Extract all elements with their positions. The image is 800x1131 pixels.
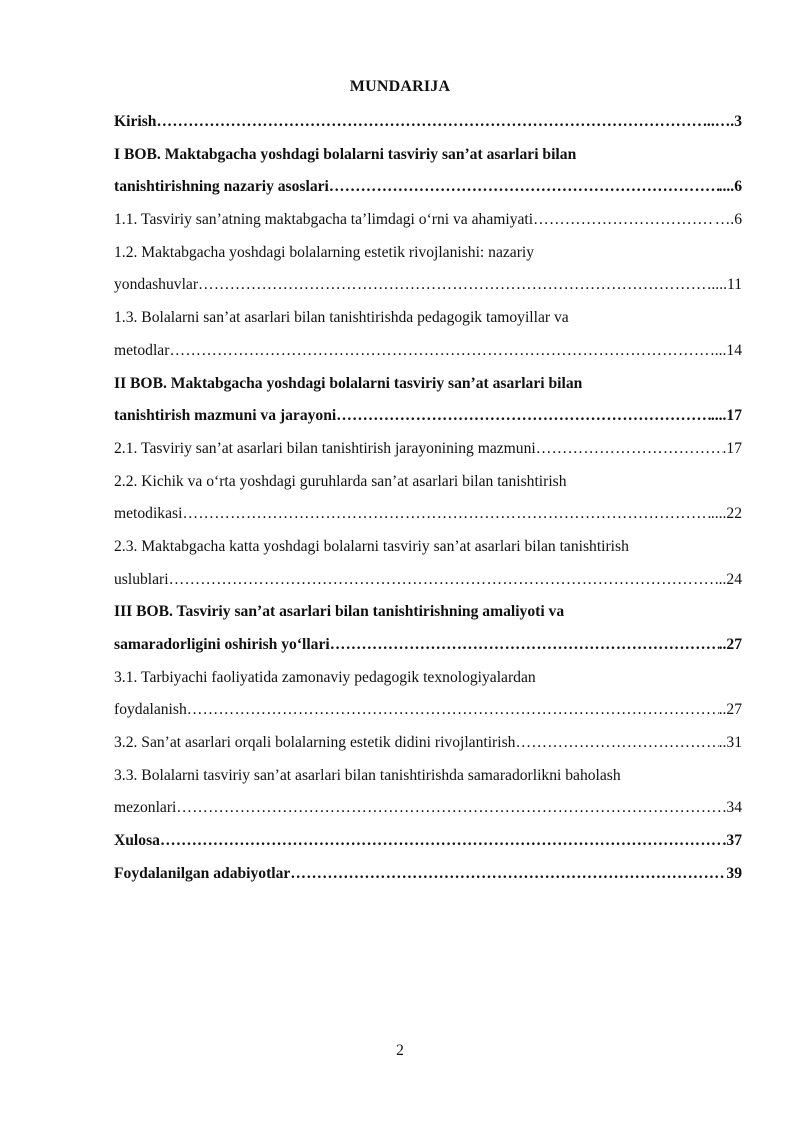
- dot-leader: [329, 171, 719, 204]
- dot-leader: [156, 106, 703, 139]
- toc-entry-text: tanishtirish mazmuni va jarayoni: [114, 407, 337, 425]
- toc-entry-bob3: [114, 629, 742, 662]
- toc-page-number: ...24: [714, 570, 742, 588]
- dot-leader: [533, 204, 715, 237]
- toc-entry-text: 3.2. San’at asarlari orqali bolalarning estetik didini rivojlantirish: [114, 734, 516, 752]
- toc-entry-text: Kirish: [114, 113, 157, 130]
- page-number: 2: [396, 1042, 404, 1059]
- toc-entry-text: tanishtirishning nazariy asoslari: [114, 178, 329, 196]
- toc-entry-adabiyotlar: [114, 858, 742, 891]
- toc-entry-text: foydalanish: [114, 701, 187, 719]
- toc-entry-3-3: [114, 792, 742, 825]
- toc-entry-1-2-line1: 1.2. Maktabgacha yoshdagi bolalarning estetik rivojlanishi: nazariy: [114, 243, 535, 261]
- dot-leader: [198, 269, 711, 302]
- toc-entry-text: Xulosa: [114, 832, 160, 850]
- toc-page-number: ....11: [711, 276, 742, 294]
- toc-entry-2-2-line1: 2.2. Kichik va o‘rta yoshdagi guruhlarda san’at asarlari bilan tanishtirish: [114, 472, 567, 490]
- dot-leader: [290, 858, 726, 891]
- toc-page-number: ..27: [718, 636, 742, 653]
- dot-leader: [182, 498, 710, 531]
- toc-entry-bob1: [114, 171, 742, 204]
- toc-entry-bob2: [114, 400, 742, 433]
- toc-page-number: ...14: [714, 341, 742, 359]
- toc-entry-3-1: [114, 694, 742, 727]
- toc-entry-bob2-line1: II BOB. Maktabgacha yoshdagi bolalarni tasviriy san’at asarlari bilan: [114, 374, 583, 392]
- dot-leader: [169, 564, 715, 597]
- toc-entry-text: metodlar: [114, 341, 170, 359]
- toc-entry-1-1: [114, 204, 742, 237]
- toc-entry-text: yondashuvlar: [114, 276, 199, 294]
- toc-page-number: ..31: [718, 734, 742, 752]
- toc-entry-text: 2.1. Tasviriy san’at asarlari bilan tanishtirish jarayonining mazmuni: [114, 439, 536, 457]
- toc-page-number: .34: [722, 799, 742, 817]
- toc-page-number: .37: [722, 832, 742, 850]
- toc-entry-3-2: [114, 727, 742, 760]
- table-of-contents: [114, 106, 742, 891]
- toc-page-number: ...….3: [703, 113, 742, 130]
- toc-entry-kirish: [114, 106, 742, 139]
- toc-page-number: .17: [722, 439, 742, 457]
- toc-entry-1-3-line1: 1.3. Bolalarni san’at asarlari bilan tanishtirishda pedagogik tamoyillar va: [114, 309, 569, 327]
- toc-page-number: ....17: [710, 407, 742, 425]
- toc-page-number: ….6: [714, 211, 742, 229]
- toc-page-number: ....22: [710, 505, 742, 523]
- toc-title: MUNDARIJA: [349, 78, 451, 95]
- toc-page-number: ..27: [718, 701, 742, 719]
- dot-leader: [515, 727, 718, 760]
- toc-entry-text: mezonlari: [114, 799, 177, 817]
- toc-entry-3-1-line1: 3.1. Tarbiyachi faoliyatida zamonaviy pedagogik texnologiyalardan: [114, 668, 536, 686]
- toc-entry-text: 1.1. Tasviriy san’atning maktabgacha ta’limdagi o‘rni va ahamiyati: [114, 211, 534, 229]
- toc-entry-text: samaradorligini oshirish yo‘llari: [114, 636, 330, 653]
- dot-leader: [169, 335, 714, 368]
- toc-entry-1-3: [114, 335, 742, 368]
- toc-entry-text: Foydalanilgan adabiyotlar: [114, 864, 291, 882]
- dot-leader: [160, 825, 723, 858]
- toc-entry-text: uslublari: [114, 570, 169, 588]
- dot-leader: [187, 694, 719, 727]
- toc-page-number: 39: [726, 864, 742, 882]
- toc-entry-text: metodikasi: [114, 505, 183, 523]
- dot-leader: [536, 433, 723, 466]
- toc-entry-1-2: [114, 269, 742, 302]
- toc-entry-xulosa: [114, 825, 742, 858]
- toc-entry-2-3: [114, 564, 742, 597]
- toc-entry-2-3-line1: 2.3. Maktabgacha katta yoshdagi bolalarni tasviriy san’at asarlari bilan tanishtirish: [114, 537, 629, 555]
- toc-entry-3-3-line1: 3.3. Bolalarni tasviriy san’at asarlari bilan tanishtirishda samaradorlikni baholash: [114, 766, 621, 784]
- toc-entry-bob3-line1: III BOB. Tasviriy san’at asarlari bilan tanishtirishning amaliyoti va: [114, 603, 565, 621]
- toc-entry-2-2: [114, 498, 742, 531]
- toc-entry-bob1-line1: I BOB. Maktabgacha yoshdagi bolalarni tasviriy san’at asarlari bilan: [114, 145, 577, 163]
- dot-leader: [330, 629, 719, 662]
- toc-entry-2-1: [114, 433, 742, 466]
- dot-leader: [336, 400, 711, 433]
- toc-page-number: ....6: [718, 178, 742, 196]
- dot-leader: [176, 792, 722, 825]
